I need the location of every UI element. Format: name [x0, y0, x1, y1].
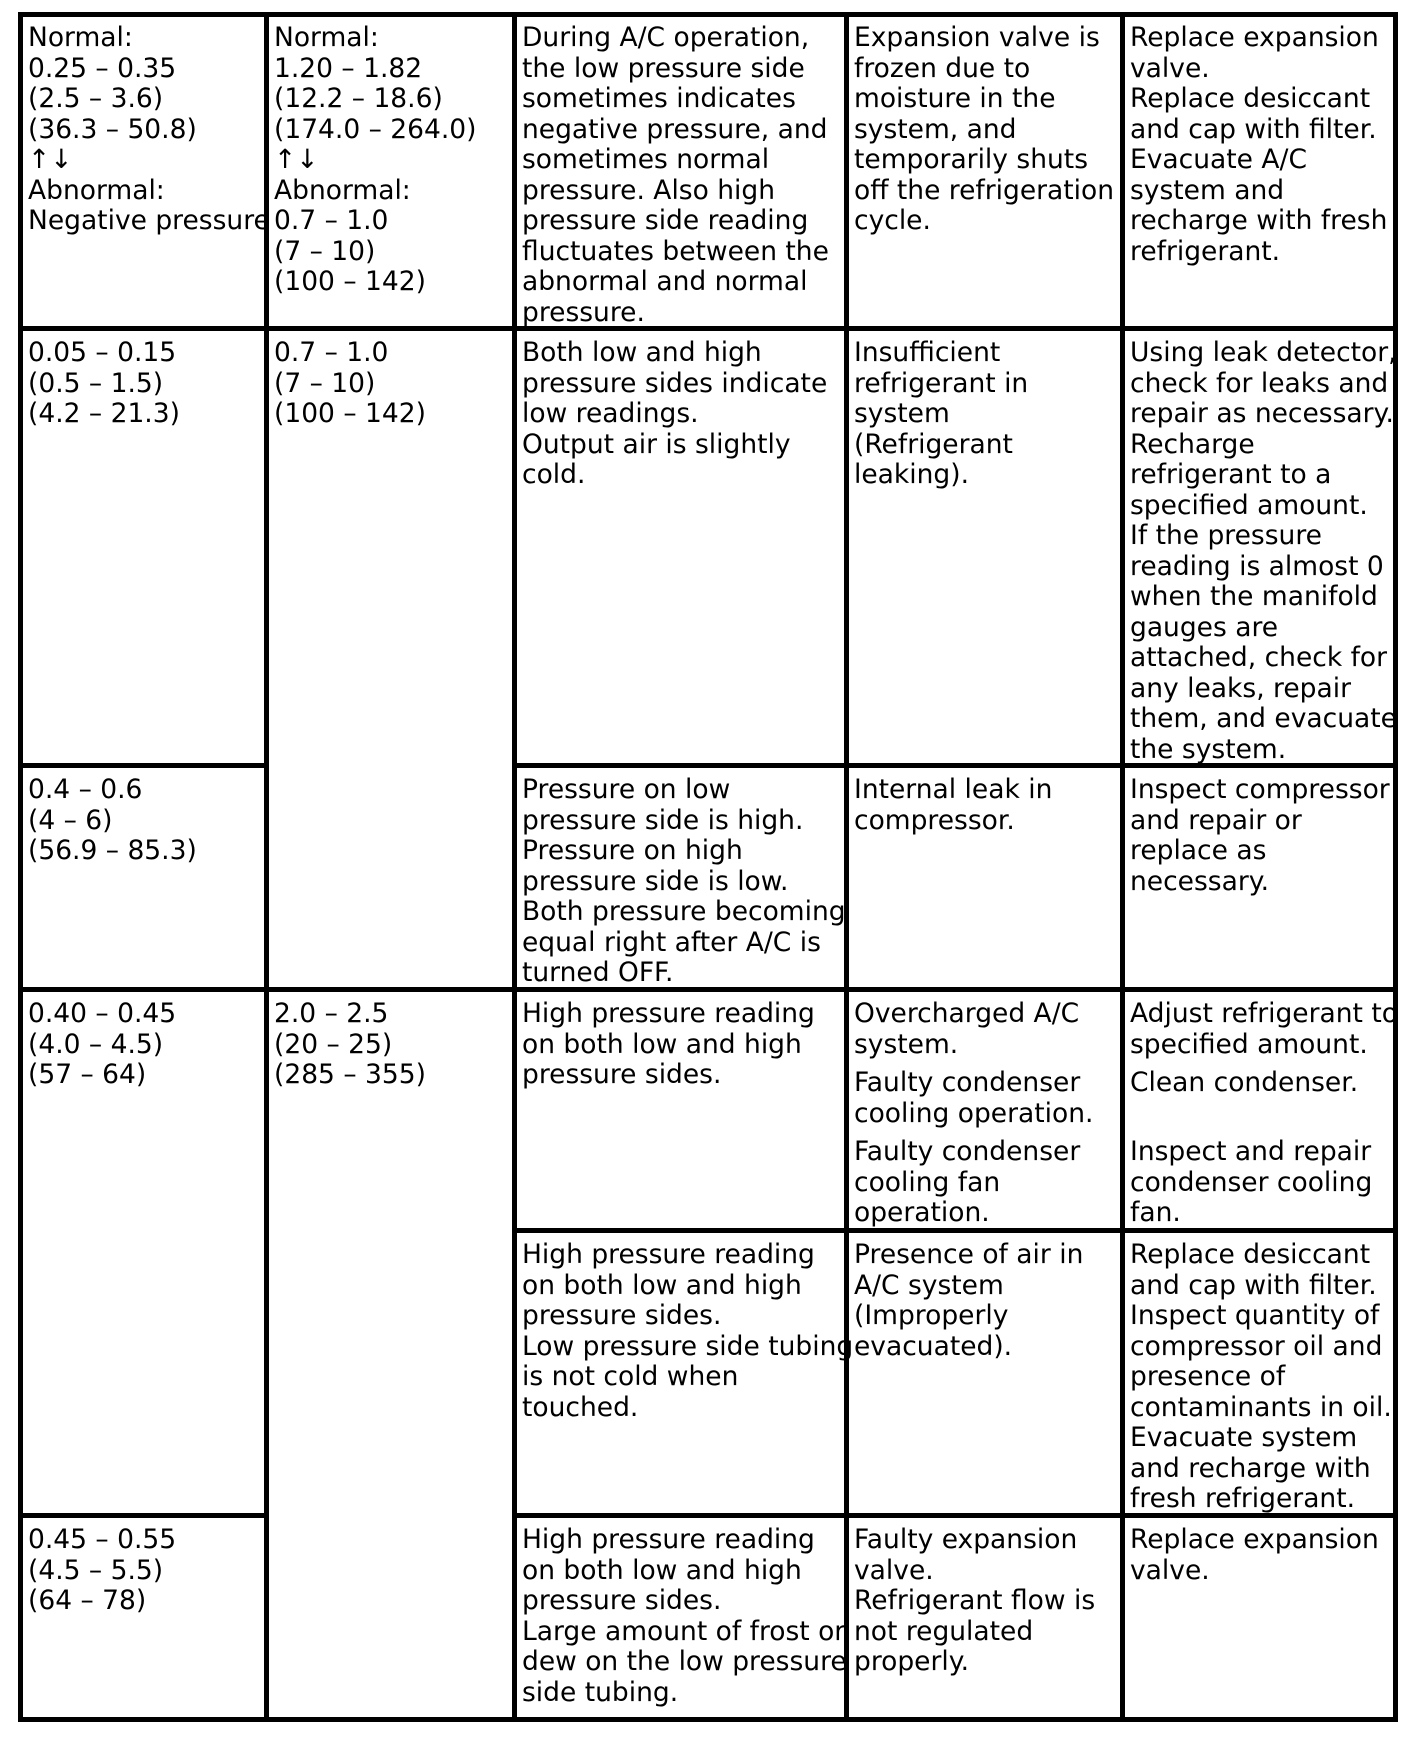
- cell-text-line: Inspect quantity of: [1130, 1300, 1380, 1331]
- cell-text-line: Replace expansion: [1130, 22, 1379, 53]
- cell-text-line: and cap with filter.: [1130, 113, 1377, 145]
- cell-text-line: necessary.: [1130, 865, 1270, 897]
- cell-text-line: refrigerant in: [854, 367, 1029, 399]
- troubleshooting-table: [18, 12, 1398, 1722]
- cell-text-line: (0.5 – 1.5): [28, 367, 164, 399]
- cell-text-line: compressor oil and: [1130, 1330, 1383, 1362]
- cell-text-line: Using leak detector,: [1130, 337, 1397, 368]
- table-border-right: [1393, 12, 1398, 1722]
- cell-text-line: contaminants in oil.: [1130, 1391, 1392, 1423]
- cell-text-line: Refrigerant flow is: [854, 1585, 1096, 1616]
- cell-text-line: High pressure reading: [522, 998, 815, 1029]
- cell-text-line: on both low and high: [522, 1554, 802, 1586]
- cell-text-line: fresh refrigerant.: [1130, 1483, 1356, 1514]
- row3-remedy-cell: [1130, 775, 1390, 897]
- cell-text-line: (56.9 – 85.3): [28, 835, 197, 866]
- cell-text-line: operation.: [854, 1197, 990, 1228]
- cell-text-line: side tubing.: [522, 1676, 679, 1708]
- row1-cause-cell: [854, 23, 1114, 237]
- cell-text-line: valve.: [1130, 1554, 1210, 1586]
- row6-symptom-cell: [522, 1525, 847, 1708]
- cell-text-line: Internal leak in: [854, 774, 1053, 805]
- cell-text-line: pressure side is low.: [522, 865, 789, 897]
- cell-text-line: 0.4 – 0.6: [28, 774, 143, 805]
- cell-text-line: gauges are: [1130, 611, 1279, 643]
- row4-cause-condenser-fan: [854, 1137, 1080, 1229]
- cell-text-line: (285 – 355): [274, 1059, 426, 1090]
- cell-text-line: specified amount.: [1130, 1028, 1368, 1060]
- cell-text-line: turned OFF.: [522, 957, 674, 988]
- row6-low-pressure-cell: [28, 1525, 176, 1617]
- cell-text-line: attached, check for: [1130, 642, 1388, 673]
- cell-text-line: (36.3 – 50.8): [28, 113, 197, 145]
- row1-high-pressure-cell: [274, 23, 477, 298]
- cell-text-line: 0.7 – 1.0: [274, 337, 389, 368]
- cell-text-line: pressure. Also high: [522, 174, 776, 206]
- cell-text-line: Replace desiccant: [1130, 1239, 1371, 1270]
- cell-text-line: refrigerant to a: [1130, 459, 1332, 490]
- cell-text-line: Abnormal:: [28, 174, 165, 206]
- cell-text-line: abnormal and normal: [522, 266, 808, 297]
- cell-text-line: Expansion valve is: [854, 22, 1100, 53]
- cell-text-line: repair as necessary.: [1130, 398, 1394, 429]
- cell-text-line: not regulated: [854, 1615, 1034, 1647]
- column-divider-4: [1120, 12, 1125, 1722]
- cell-text-line: cooling fan: [854, 1166, 1001, 1198]
- cell-text-line: Normal:: [274, 22, 379, 53]
- row5-cause-cell: [854, 1240, 1083, 1362]
- row4-remedy-adjust: [1130, 999, 1398, 1060]
- row4-remedy-fan: [1130, 1137, 1372, 1229]
- row5-remedy-cell: [1130, 1240, 1392, 1515]
- cell-text-line: cycle.: [854, 205, 931, 236]
- row2-high-pressure-cell: [274, 338, 426, 430]
- cell-text-line: evacuated).: [854, 1330, 1013, 1362]
- row4-symptom-cell: [522, 999, 815, 1091]
- cell-text-line: off the refrigeration: [854, 174, 1115, 206]
- cell-text-line: dew on the low pressure: [522, 1646, 847, 1677]
- cell-text-line: on both low and high: [522, 1028, 802, 1060]
- row5-symptom-cell: [522, 1240, 853, 1423]
- cell-text-line: fluctuates between the: [522, 235, 829, 267]
- cell-text-line: sometimes indicates: [522, 83, 796, 114]
- cell-text-line: Inspect and repair: [1130, 1136, 1372, 1167]
- cell-text-line: (4.0 – 4.5): [28, 1028, 164, 1060]
- cell-text-line: equal right after A/C is: [522, 926, 821, 958]
- cell-text-line: During A/C operation,: [522, 22, 810, 53]
- cell-text-line: Faulty expansion: [854, 1524, 1078, 1555]
- cell-text-line: pressure sides.: [522, 1585, 722, 1616]
- cell-text-line: pressure.: [522, 296, 645, 328]
- cell-text-line: Large amount of frost or: [522, 1615, 846, 1647]
- row4-remedy-clean: [1130, 1068, 1358, 1099]
- cell-text-line: refrigerant.: [1130, 235, 1281, 267]
- cell-text-line: Abnormal:: [274, 174, 411, 206]
- cell-text-line: A/C system: [854, 1269, 1004, 1301]
- cell-text-line: High pressure reading: [522, 1239, 815, 1270]
- cell-text-line: (100 – 142): [274, 266, 426, 297]
- cell-text-line: Replace expansion: [1130, 1524, 1379, 1555]
- cell-text-line: specified amount.: [1130, 489, 1368, 521]
- cell-text-line: Insufficient: [854, 337, 1001, 368]
- cell-text-line: temporarily shuts: [854, 144, 1088, 175]
- cell-text-line: (7 – 10): [274, 367, 376, 399]
- row3-symptom-cell: [522, 775, 846, 989]
- row1-symptom-cell: [522, 23, 829, 328]
- row-divider-2-low-col: [18, 763, 269, 768]
- cell-text-line: pressure sides.: [522, 1059, 722, 1090]
- cell-text-line: low readings.: [522, 398, 699, 429]
- cell-text-line: (12.2 – 18.6): [274, 83, 443, 114]
- cell-text-line: system, and: [854, 113, 1017, 145]
- cell-text-line: If the pressure: [1130, 520, 1322, 551]
- cell-text-line: recharge with fresh: [1130, 205, 1388, 236]
- cell-text-line: (20 – 25): [274, 1028, 393, 1060]
- cell-text-line: on both low and high: [522, 1269, 802, 1301]
- row2-remedy-cell: [1130, 338, 1397, 765]
- cell-text-line: 1.20 – 1.82: [274, 52, 423, 84]
- cell-text-line: reading is almost 0: [1130, 550, 1384, 582]
- row3-cause-cell: [854, 775, 1052, 836]
- row2-symptom-cell: [522, 338, 827, 491]
- cell-text-line: (4.5 – 5.5): [28, 1554, 164, 1586]
- cell-text-line: Inspect compressor: [1130, 774, 1390, 805]
- cell-text-line: the system.: [1130, 733, 1287, 765]
- row4-high-pressure-cell: [274, 999, 426, 1091]
- cell-text-line: system: [854, 398, 950, 429]
- cell-text-line: properly.: [854, 1646, 970, 1677]
- cell-text-line: compressor.: [854, 804, 1015, 836]
- row2-cause-cell: [854, 338, 1028, 491]
- cell-text-line: ↑↓: [274, 144, 319, 175]
- cell-text-line: Faulty condenser: [854, 1067, 1081, 1098]
- cell-text-line: High pressure reading: [522, 1524, 815, 1555]
- cell-text-line: Pressure on high: [522, 835, 743, 866]
- cell-text-line: when the manifold: [1130, 581, 1378, 612]
- cell-text-line: frozen due to: [854, 52, 1031, 84]
- cell-text-line: Evacuate system: [1130, 1422, 1358, 1453]
- row3-low-pressure-cell: [28, 775, 197, 867]
- cell-text-line: 0.40 – 0.45: [28, 998, 177, 1029]
- cell-text-line: pressure side is high.: [522, 804, 804, 836]
- cell-text-line: cooling operation.: [854, 1097, 1094, 1129]
- cell-text-line: cold.: [522, 459, 586, 490]
- row4-low-pressure-cell: [28, 999, 176, 1091]
- cell-text-line: Both pressure becoming: [522, 896, 846, 927]
- cell-text-line: is not cold when: [522, 1361, 739, 1392]
- cell-text-line: replace as: [1130, 835, 1267, 866]
- cell-text-line: Faulty condenser: [854, 1136, 1081, 1167]
- cell-text-line: valve.: [1130, 52, 1210, 84]
- cell-text-line: system and: [1130, 174, 1285, 206]
- row2-low-pressure-cell: [28, 338, 180, 430]
- cell-text-line: (100 – 142): [274, 398, 426, 429]
- cell-text-line: them, and evacuate: [1130, 703, 1397, 734]
- cell-text-line: (4.2 – 21.3): [28, 398, 180, 429]
- cell-text-line: (Improperly: [854, 1300, 1009, 1331]
- cell-text-line: Clean condenser.: [1130, 1067, 1359, 1098]
- row4-cause-overcharged: [854, 999, 1079, 1060]
- row1-remedy-cell: [1130, 23, 1387, 267]
- cell-text-line: 0.45 – 0.55: [28, 1524, 177, 1555]
- cell-text-line: pressure sides indicate: [522, 367, 828, 399]
- cell-text-line: negative pressure, and: [522, 113, 828, 145]
- cell-text-line: Adjust refrigerant to: [1130, 998, 1398, 1029]
- cell-text-line: and repair or: [1130, 804, 1302, 836]
- row1-low-pressure-cell: [28, 23, 270, 237]
- row4-cause-condenser-cooling: [854, 1068, 1093, 1129]
- cell-text-line: Output air is slightly: [522, 428, 791, 460]
- table-border-bottom: [18, 1717, 1398, 1722]
- cell-text-line: leaking).: [854, 459, 969, 490]
- table-border-top: [18, 12, 1398, 17]
- cell-text-line: Negative pressure: [28, 205, 270, 236]
- cell-text-line: condenser cooling: [1130, 1166, 1373, 1198]
- cell-text-line: sometimes normal: [522, 144, 770, 175]
- cell-text-line: Replace desiccant: [1130, 83, 1371, 114]
- cell-text-line: the low pressure side: [522, 52, 805, 84]
- row6-cause-cell: [854, 1525, 1095, 1678]
- cell-text-line: 0.7 – 1.0: [274, 205, 389, 236]
- column-divider-1: [264, 12, 269, 1722]
- cell-text-line: (64 – 78): [28, 1585, 147, 1616]
- cell-text-line: pressure side reading: [522, 205, 809, 236]
- cell-text-line: any leaks, repair: [1130, 672, 1351, 704]
- cell-text-line: valve.: [854, 1554, 934, 1586]
- column-divider-2: [512, 12, 517, 1722]
- cell-text-line: fan.: [1130, 1197, 1181, 1228]
- cell-text-line: (174.0 – 264.0): [274, 113, 477, 145]
- row-divider-4-right-cols: [512, 1228, 1398, 1233]
- cell-text-line: presence of: [1130, 1361, 1286, 1392]
- cell-text-line: 0.25 – 0.35: [28, 52, 177, 84]
- cell-text-line: 2.0 – 2.5: [274, 998, 389, 1029]
- cell-text-line: (4 – 6): [28, 804, 113, 836]
- row6-remedy-cell: [1130, 1525, 1379, 1586]
- cell-text-line: Overcharged A/C: [854, 998, 1080, 1029]
- cell-text-line: and recharge with: [1130, 1452, 1371, 1484]
- cell-text-line: system.: [854, 1028, 959, 1060]
- cell-text-line: Low pressure side tubing: [522, 1330, 854, 1362]
- cell-text-line: ↑↓: [28, 144, 73, 175]
- cell-text-line: check for leaks and: [1130, 367, 1389, 399]
- cell-text-line: (2.5 – 3.6): [28, 83, 164, 114]
- row-divider-5-low-col: [18, 1513, 269, 1518]
- cell-text-line: Recharge: [1130, 428, 1255, 460]
- cell-text-line: (7 – 10): [274, 235, 376, 267]
- cell-text-line: Both low and high: [522, 337, 762, 368]
- table-border-left: [18, 12, 23, 1722]
- cell-text-line: and cap with filter.: [1130, 1269, 1377, 1301]
- cell-text-line: (Refrigerant: [854, 428, 1013, 460]
- cell-text-line: Pressure on low: [522, 774, 731, 805]
- cell-text-line: Presence of air in: [854, 1239, 1084, 1270]
- cell-text-line: 0.05 – 0.15: [28, 337, 177, 368]
- cell-text-line: Evacuate A/C: [1130, 144, 1307, 175]
- cell-text-line: (57 – 64): [28, 1059, 147, 1090]
- cell-text-line: Normal:: [28, 22, 133, 53]
- cell-text-line: moisture in the: [854, 83, 1056, 114]
- cell-text-line: touched.: [522, 1391, 639, 1423]
- cell-text-line: pressure sides.: [522, 1300, 722, 1331]
